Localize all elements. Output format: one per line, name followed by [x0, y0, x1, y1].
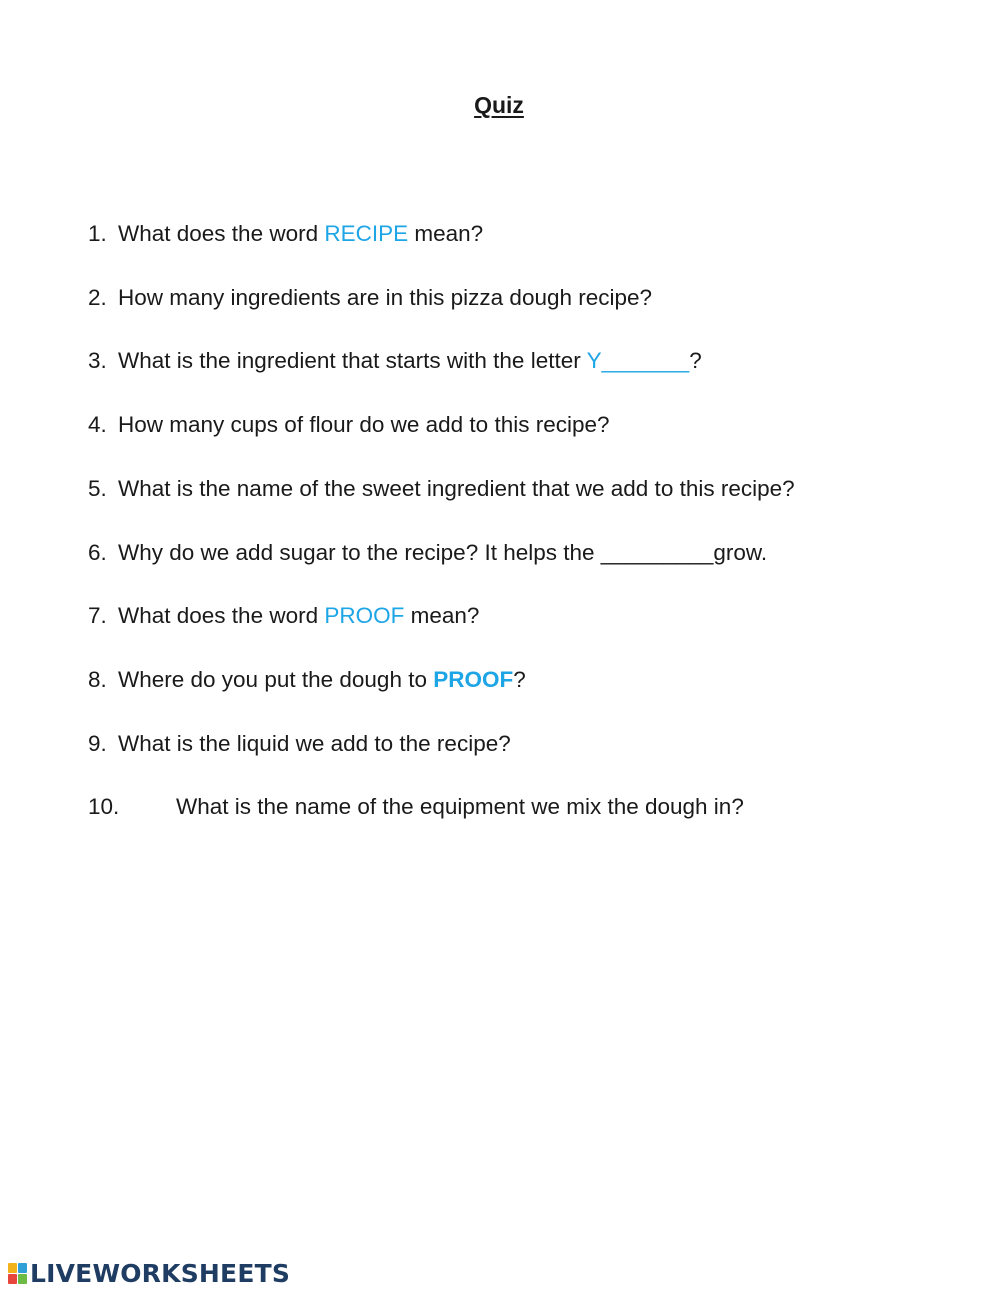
question-text: Where do you put the dough to [118, 667, 434, 692]
liveworksheets-logo[interactable] [8, 1258, 290, 1288]
question-8 [88, 665, 526, 695]
question-number: 3. [88, 348, 107, 373]
question-1 [88, 219, 483, 249]
question-6 [88, 538, 767, 568]
question-text: What is the liquid we add to the recipe? [118, 731, 511, 756]
question-3 [88, 346, 702, 376]
question-number: 5. [88, 476, 107, 501]
question-number: 7. [88, 603, 107, 628]
question-text: How many ingredients are in this pizza dough recipe? [118, 285, 653, 310]
logo-text: LIVEWORKSHEETS [30, 1258, 291, 1288]
question-10 [88, 792, 744, 822]
question-5 [88, 474, 795, 504]
question-text: What does the word [118, 221, 325, 246]
question-number: 6. [88, 540, 107, 565]
question-text-end: mean? [408, 221, 484, 246]
question-2 [88, 283, 652, 313]
answer-blank[interactable]: Y_______ [586, 348, 690, 373]
question-text: What is the ingredient that starts with the letter [118, 348, 587, 373]
question-text-end: mean? [404, 603, 480, 628]
question-4 [88, 410, 610, 440]
question-text-end: ? [513, 667, 526, 692]
question-text: How many cups of flour do we add to this recipe? [118, 412, 610, 437]
question-text: What does the word [118, 603, 325, 628]
question-text-end: ? [689, 348, 702, 373]
question-7 [88, 601, 479, 631]
question-number: 1. [88, 221, 107, 246]
highlight-word: PROOF [324, 603, 405, 628]
highlight-word: RECIPE [324, 221, 409, 246]
question-text: What is the name of the equipment we mix the dough in? [176, 794, 744, 819]
logo-blocks-icon [8, 1263, 27, 1284]
question-text: Why do we add sugar to the recipe? It helps the _________grow. [118, 540, 768, 565]
question-number: 4. [88, 412, 107, 437]
question-9 [88, 729, 511, 759]
question-number: 2. [88, 285, 107, 310]
question-number: 9. [88, 731, 107, 756]
highlight-word: PROOF [433, 667, 514, 692]
question-text: What is the name of the sweet ingredient that we add to this recipe? [118, 476, 795, 501]
quiz-title: Quiz [474, 92, 524, 118]
question-number: 10. [88, 794, 120, 819]
question-number: 8. [88, 667, 107, 692]
